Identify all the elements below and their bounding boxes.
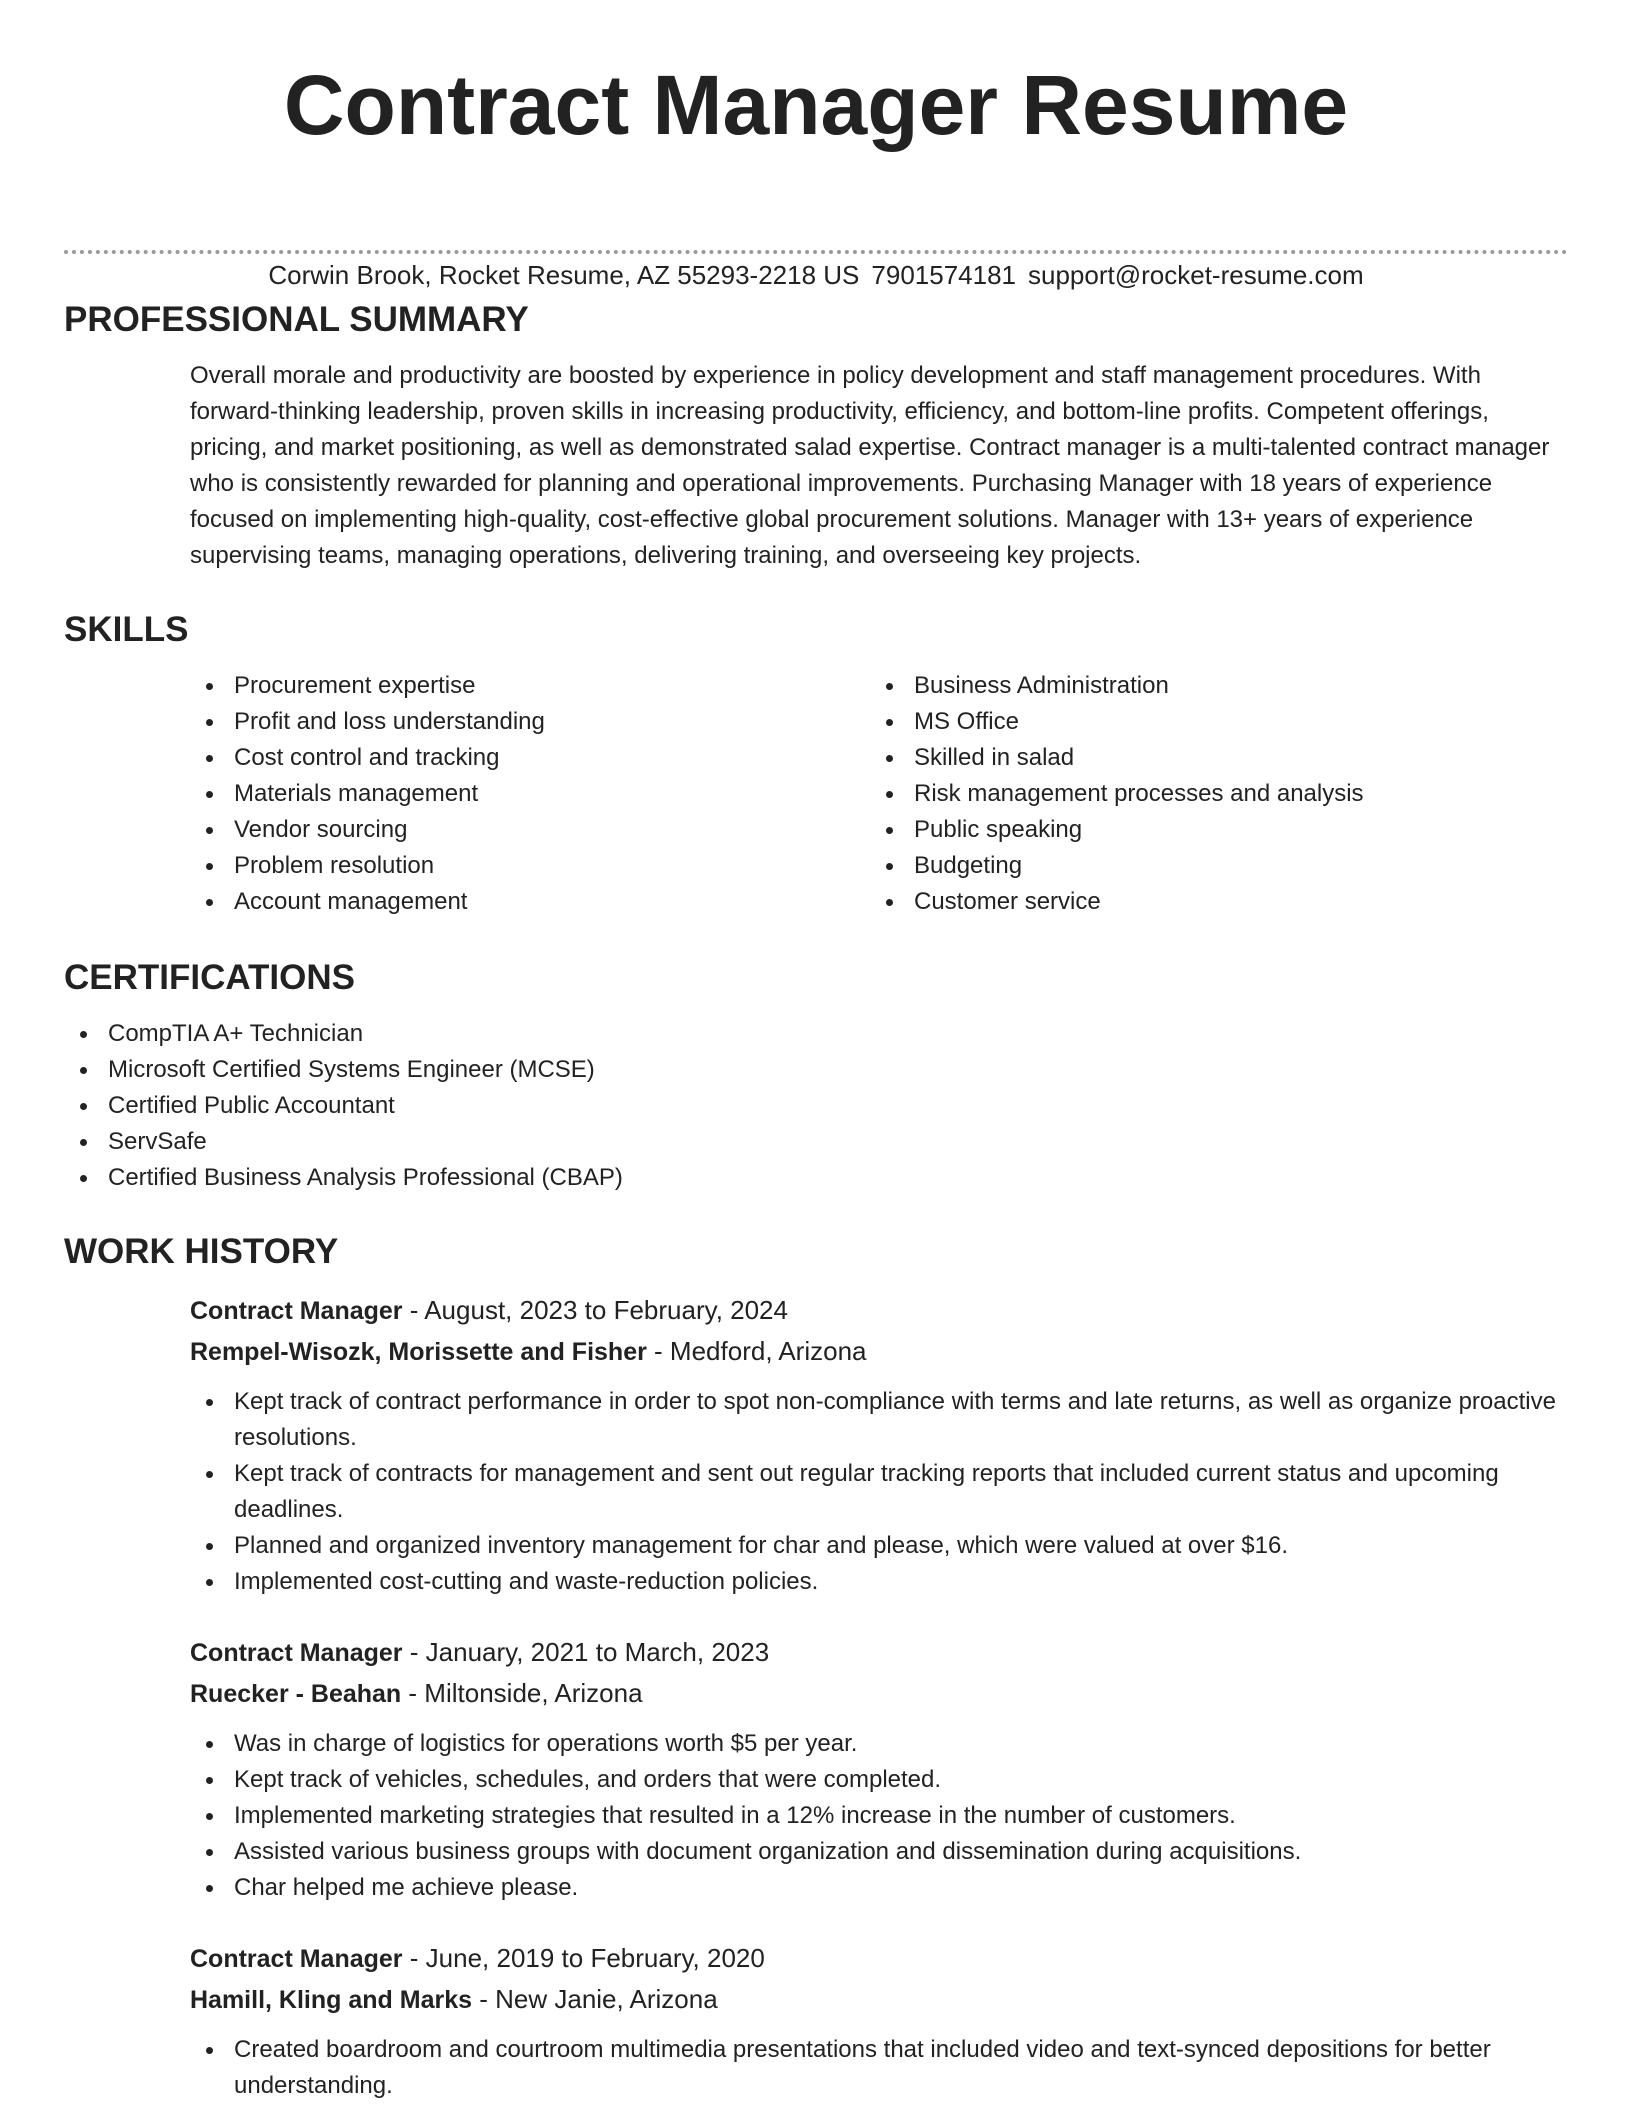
job-company: Rempel-Wisozk, Morissette and Fisher [190,1338,647,1366]
job-dates: - June, 2019 to February, 2020 [402,1943,765,1973]
summary-section [64,298,1568,598]
skills-columns [190,668,1568,920]
skill-item: Materials management [190,776,870,812]
job-title: Contract Manager [190,1639,403,1667]
skill-item: MS Office [870,704,1550,740]
job-company-line [190,1979,1568,2020]
job-dates: - August, 2023 to February, 2024 [402,1295,788,1325]
job-bullet: Was in charge of logistics for operations worth $5 per year. [190,1726,1568,1762]
summary-heading: PROFESSIONAL SUMMARY [64,300,529,339]
contact-phone: 7901574181 [871,260,1017,290]
job-bullet: Planned and organized inventory management for char and please, which were valued at over $16. [190,1528,1568,1564]
contact-email: support@rocket-resume.com [1028,260,1364,290]
skill-item: Problem resolution [190,848,870,884]
job-bullet: Kept track of vehicles, schedules, and orders that were completed. [190,1762,1568,1798]
job-title-line [190,1632,1568,1673]
job-location: - Medford, Arizona [646,1336,867,1366]
certification-item: Certified Public Accountant [64,1088,1568,1124]
summary-text: Overall morale and productivity are boosted by experience in policy development and staff management procedures. With forward-thinking leadership, proven skills in increasing productivity, efficiency, and bottom-line profits. Competent offerings, pricing, and market positioning, as well as demonstrated salad expertise. Contract manager is a multi-talented contract manager who is consistently rewarded for planning and operational improvements. Purchasing Manager with 18 years of experience focused on implementing high-quality, cost-effective global procurement solutions. Manager with 13+ years of experience supervising teams, managing operations, delivering training, and overseeing key projects. [190,362,1550,569]
job-location: - New Janie, Arizona [472,1984,718,2014]
job-company-line [190,1673,1568,1714]
work-history-section [64,1230,1568,2104]
certification-item: Certified Business Analysis Professional (CBAP) [64,1160,1568,1196]
skills-heading: SKILLS [64,610,189,649]
job-dates: - January, 2021 to March, 2023 [402,1637,770,1667]
job-entry [190,1938,1568,2104]
certifications-list [64,1016,1568,1196]
skill-item: Risk management processes and analysis [870,776,1550,812]
job-entry [190,1632,1568,1906]
job-bullet: Implemented cost-cutting and waste-reduction policies. [190,1564,1568,1600]
work-history-heading: WORK HISTORY [64,1232,339,1271]
job-bullet: Char helped me achieve please. [190,1870,1568,1906]
job-bullet: Kept track of contract performance in order to spot non-compliance with terms and late returns, as well as organize proactive resolutions. [190,1384,1568,1456]
job-bullet: Implemented marketing strategies that resulted in a 12% increase in the number of customers. [190,1798,1568,1834]
job-title-line [190,1938,1568,1979]
certifications-heading: CERTIFICATIONS [64,958,356,997]
job-title: Contract Manager [190,1945,403,1973]
skill-item: Account management [190,884,870,920]
skills-column-right [870,668,1550,920]
skills-column-left [190,668,870,920]
job-bullet: Assisted various business groups with document organization and dissemination during acquisitions. [190,1834,1568,1870]
header-divider [64,250,1568,254]
certifications-section [64,956,1568,1196]
certification-item: ServSafe [64,1124,1568,1160]
skill-item: Skilled in salad [870,740,1550,776]
skill-item: Customer service [870,884,1550,920]
job-bullet: Created boardroom and courtroom multimedia presentations that included video and text-synced depositions for better understanding. [190,2032,1568,2104]
certification-item: Microsoft Certified Systems Engineer (MCSE) [64,1052,1568,1088]
job-bullet: Kept track of contracts for management and sent out regular tracking reports that included current status and upcoming deadlines. [190,1456,1568,1528]
skill-item: Vendor sourcing [190,812,870,848]
contact-address: Corwin Brook, Rocket Resume, AZ 55293-2218 US [268,260,860,290]
skill-item: Procurement expertise [190,668,870,704]
job-title: Contract Manager [190,1297,403,1325]
job-company-line [190,1331,1568,1372]
job-bullets [190,1384,1568,1600]
job-title-line [190,1290,1568,1331]
job-company: Hamill, Kling and Marks [190,1986,473,2014]
job-bullets [190,1726,1568,1906]
skill-item: Business Administration [870,668,1550,704]
resume-title: Contract Manager Resume [283,58,1349,152]
skills-section [64,608,1568,920]
skill-item: Public speaking [870,812,1550,848]
skill-item: Cost control and tracking [190,740,870,776]
job-company: Ruecker - Beahan [190,1680,402,1708]
certification-item: CompTIA A+ Technician [64,1016,1568,1052]
skill-item: Profit and loss understanding [190,704,870,740]
skill-item: Budgeting [870,848,1550,884]
job-location: - Miltonside, Arizona [401,1678,643,1708]
job-entry [190,1290,1568,1600]
contact-info [0,257,1632,293]
job-bullets [190,2032,1568,2104]
